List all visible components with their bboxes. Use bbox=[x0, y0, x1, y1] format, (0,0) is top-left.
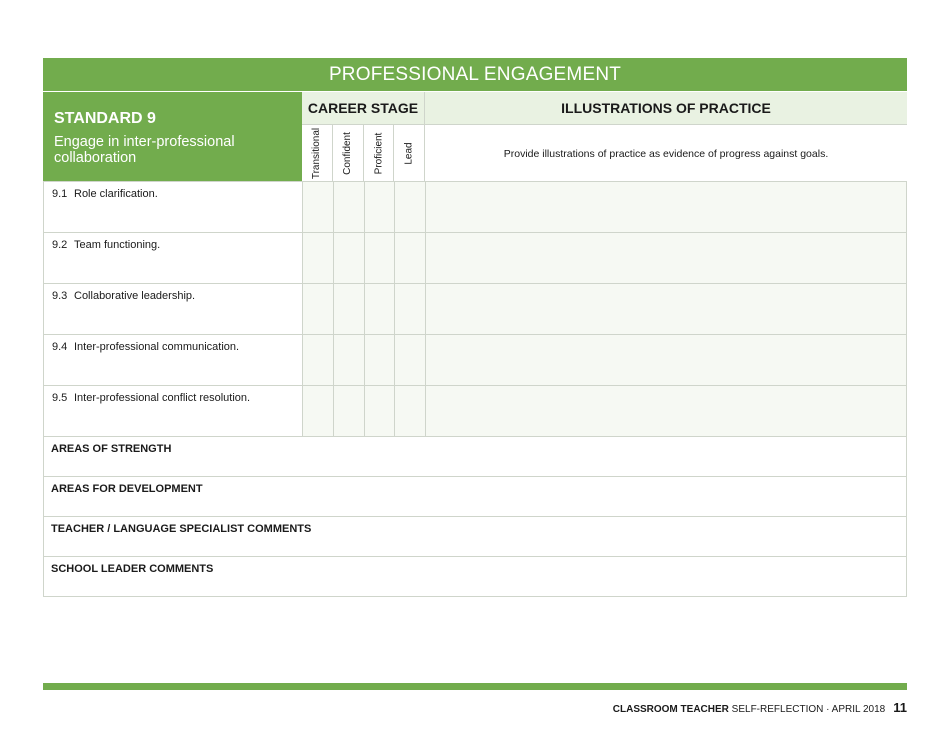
illustration-cell[interactable] bbox=[426, 386, 906, 436]
section-title: PROFESSIONAL ENGAGEMENT bbox=[43, 58, 907, 92]
item-label: 9.1 Role clarification. bbox=[44, 182, 303, 232]
areas-for-development[interactable]: AREAS FOR DEVELOPMENT bbox=[44, 477, 906, 517]
footer-role: CLASSROOM TEACHER bbox=[612, 704, 729, 715]
page-number: 11 bbox=[893, 700, 907, 715]
transitional-cell[interactable] bbox=[303, 386, 334, 436]
illustration-cell[interactable] bbox=[426, 335, 906, 385]
career-stage-block bbox=[302, 92, 425, 181]
lead-cell[interactable] bbox=[395, 284, 426, 334]
column-transitional: Transitional bbox=[302, 125, 333, 182]
table-row bbox=[43, 335, 907, 386]
illustration-cell[interactable] bbox=[426, 284, 906, 334]
form-header bbox=[43, 92, 907, 181]
proficient-cell[interactable] bbox=[365, 233, 396, 283]
transitional-cell[interactable] bbox=[303, 233, 334, 283]
school-leader-comments[interactable]: SCHOOL LEADER COMMENTS bbox=[44, 557, 906, 597]
page-footer bbox=[613, 700, 907, 715]
illustrations-block bbox=[425, 92, 907, 181]
table-row bbox=[43, 284, 907, 335]
lead-cell[interactable] bbox=[395, 386, 426, 436]
table-row bbox=[43, 233, 907, 284]
item-label: 9.5 Inter-professional conflict resolution. bbox=[44, 386, 303, 436]
career-stage-heading: CAREER STAGE bbox=[302, 92, 424, 125]
transitional-cell[interactable] bbox=[303, 182, 334, 232]
areas-of-strength[interactable]: AREAS OF STRENGTH bbox=[44, 437, 906, 477]
standard-title: STANDARD 9 bbox=[54, 110, 156, 127]
self-reflection-form bbox=[43, 58, 907, 597]
confident-cell[interactable] bbox=[334, 335, 365, 385]
confident-cell[interactable] bbox=[334, 284, 365, 334]
illustrations-instruction: Provide illustrations of practice as evidence of progress against goals. bbox=[503, 147, 829, 160]
column-confident: Confident bbox=[333, 125, 364, 182]
column-lead: Lead bbox=[403, 142, 415, 165]
standard-items bbox=[43, 181, 907, 437]
item-label: 9.3 Collaborative leadership. bbox=[44, 284, 303, 334]
lead-cell[interactable] bbox=[395, 233, 426, 283]
item-label: 9.2 Team functioning. bbox=[44, 233, 303, 283]
standard-subtitle: Engage in inter-professional collaboration bbox=[54, 134, 235, 166]
proficient-cell[interactable] bbox=[365, 386, 396, 436]
item-label: 9.4 Inter-professional communication. bbox=[44, 335, 303, 385]
proficient-cell[interactable] bbox=[365, 284, 396, 334]
illustrations-heading: ILLUSTRATIONS OF PRACTICE bbox=[425, 92, 907, 125]
transitional-cell[interactable] bbox=[303, 284, 334, 334]
proficient-cell[interactable] bbox=[365, 182, 396, 232]
comment-sections bbox=[43, 437, 907, 597]
proficient-cell[interactable] bbox=[365, 335, 396, 385]
teacher-comments[interactable]: TEACHER / LANGUAGE SPECIALIST COMMENTS bbox=[44, 517, 906, 557]
confident-cell[interactable] bbox=[334, 233, 365, 283]
standard-block bbox=[43, 92, 302, 181]
footer-title: SELF-REFLECTION · APRIL 2018 bbox=[728, 704, 886, 715]
footer-rule bbox=[43, 683, 907, 690]
lead-cell[interactable] bbox=[395, 182, 426, 232]
column-proficient: Proficient bbox=[364, 125, 395, 182]
confident-cell[interactable] bbox=[334, 386, 365, 436]
table-row bbox=[43, 182, 907, 233]
lead-cell[interactable] bbox=[395, 335, 426, 385]
confident-cell[interactable] bbox=[334, 182, 365, 232]
illustration-cell[interactable] bbox=[426, 182, 906, 232]
transitional-cell[interactable] bbox=[303, 335, 334, 385]
illustration-cell[interactable] bbox=[426, 233, 906, 283]
table-row bbox=[43, 386, 907, 437]
